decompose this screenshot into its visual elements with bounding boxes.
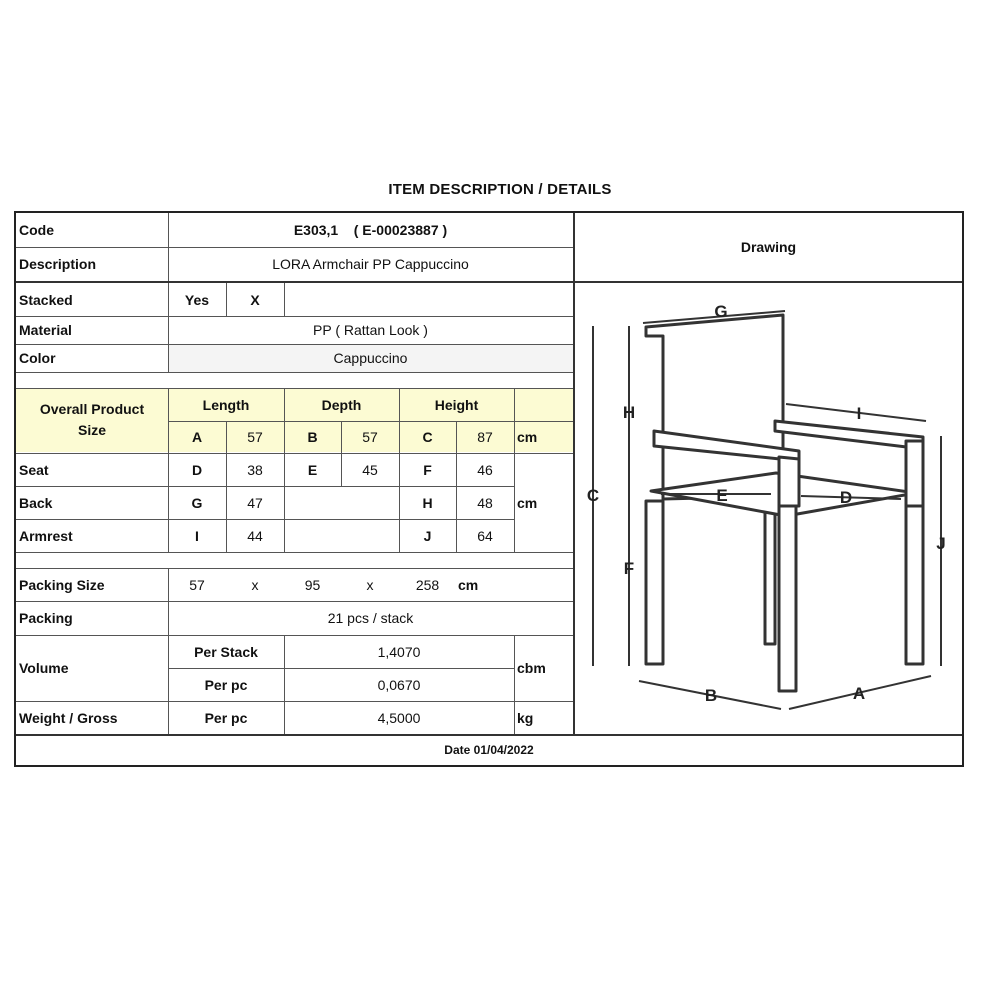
dim-i-value: 44 bbox=[247, 527, 263, 544]
packing-size-width: 95 bbox=[304, 576, 321, 593]
letter-j: J bbox=[936, 534, 946, 553]
dim-e-value: 45 bbox=[362, 462, 378, 478]
volume-per-pc-label: Per pc bbox=[204, 676, 248, 693]
description-value: LORA Armchair PP Cappuccino bbox=[272, 256, 469, 272]
divider bbox=[16, 701, 573, 702]
front-right-leg bbox=[906, 506, 923, 664]
length-header: Length bbox=[168, 388, 284, 421]
header-blank bbox=[514, 388, 573, 421]
divider bbox=[16, 388, 573, 389]
divider bbox=[16, 601, 573, 602]
code-value: E303,1 ( E-00023887 ) bbox=[293, 222, 448, 238]
divider bbox=[168, 421, 573, 422]
weight-label: Weight / Gross bbox=[19, 709, 118, 726]
divider bbox=[399, 388, 400, 552]
packing-value: 21 pcs / stack bbox=[327, 610, 414, 626]
letter-d: D bbox=[839, 488, 853, 507]
chair-dimension-drawing bbox=[571, 281, 962, 732]
dim-e-label: E bbox=[307, 462, 318, 478]
front-left-leg bbox=[779, 506, 796, 691]
overall-size-label-line1: Overall Product bbox=[39, 401, 145, 417]
letter-c: C bbox=[586, 486, 600, 505]
divider bbox=[16, 552, 573, 553]
dim-b-label: B bbox=[284, 421, 341, 452]
divider bbox=[16, 372, 573, 373]
divider bbox=[341, 421, 342, 486]
dim-h-value: 48 bbox=[477, 494, 493, 511]
letter-i: I bbox=[856, 404, 862, 423]
dim-a-label: A bbox=[168, 421, 226, 452]
packing-size-unit: cm bbox=[458, 576, 479, 593]
dim-h-label: H bbox=[422, 494, 433, 511]
date-footer: Date 01/04/2022 bbox=[444, 742, 534, 757]
divider bbox=[168, 388, 169, 552]
divider bbox=[16, 344, 573, 345]
packing-size-label: Packing Size bbox=[19, 576, 105, 593]
packing-size-height: 258 bbox=[415, 576, 440, 593]
dim-c-value: 87 bbox=[456, 421, 514, 452]
packing-size-length: 57 bbox=[189, 576, 205, 593]
dim-d-label: D bbox=[191, 462, 203, 478]
back-left-leg bbox=[646, 501, 663, 664]
material-label: Material bbox=[19, 322, 72, 338]
volume-per-stack-label: Per Stack bbox=[194, 643, 258, 660]
divider bbox=[16, 247, 573, 248]
divider bbox=[16, 316, 573, 317]
packing-label: Packing bbox=[19, 610, 73, 626]
height-header: Height bbox=[399, 388, 514, 421]
weight-unit: kg bbox=[517, 709, 534, 726]
divider bbox=[514, 635, 515, 734]
color-value: Cappuccino bbox=[168, 344, 573, 372]
armrest-label: Armrest bbox=[19, 527, 73, 544]
chair-backrest bbox=[646, 315, 783, 499]
overall-unit: cm bbox=[514, 421, 573, 452]
stacked-mark: X bbox=[250, 291, 260, 308]
divider bbox=[514, 388, 515, 552]
stacked-label: Stacked bbox=[19, 291, 73, 308]
weight-value: 4,5000 bbox=[377, 709, 421, 726]
packing-size-x1: x bbox=[251, 576, 259, 593]
overall-size-label bbox=[16, 388, 168, 452]
overall-size-label-line2: Size bbox=[77, 422, 106, 438]
weight-per-pc-label: Per pc bbox=[204, 709, 248, 726]
dim-f-label: F bbox=[423, 462, 432, 478]
volume-per-stack-value: 1,4070 bbox=[377, 643, 421, 660]
seat-back-armrest-unit: cm bbox=[517, 494, 538, 511]
letter-h: H bbox=[622, 403, 636, 422]
divider bbox=[284, 283, 285, 316]
code-label: Code bbox=[19, 222, 54, 238]
divider bbox=[456, 421, 457, 552]
volume-per-pc-value: 0,0670 bbox=[377, 676, 421, 693]
dim-d-value: 38 bbox=[247, 462, 263, 478]
letter-b: B bbox=[704, 686, 718, 705]
letter-g: G bbox=[714, 302, 728, 321]
dim-g-label: G bbox=[191, 494, 203, 511]
letter-e: E bbox=[716, 486, 728, 505]
divider bbox=[168, 568, 169, 734]
color-label: Color bbox=[16, 344, 168, 372]
volume-unit: cbm bbox=[517, 660, 546, 676]
dim-i-label: I bbox=[195, 527, 199, 544]
back-label: Back bbox=[19, 494, 53, 511]
divider bbox=[226, 283, 227, 316]
volume-label: Volume bbox=[19, 660, 69, 676]
dim-f-value: 46 bbox=[477, 462, 493, 478]
divider bbox=[16, 453, 573, 454]
dim-b-value: 57 bbox=[341, 421, 399, 452]
right-arm-support bbox=[906, 441, 923, 511]
divider bbox=[168, 668, 514, 669]
divider bbox=[16, 568, 573, 569]
dim-j-label: J bbox=[423, 527, 432, 544]
description-label: Description bbox=[19, 256, 97, 272]
divider bbox=[16, 734, 962, 736]
divider bbox=[226, 421, 227, 552]
dim-g-value: 47 bbox=[247, 494, 263, 511]
letter-a: A bbox=[852, 684, 866, 703]
seat-label: Seat bbox=[19, 462, 49, 478]
divider bbox=[168, 283, 169, 372]
page-title: ITEM DESCRIPTION / DETAILS bbox=[388, 181, 612, 198]
right-armrest bbox=[775, 421, 923, 449]
divider bbox=[284, 388, 285, 552]
divider bbox=[168, 213, 169, 281]
divider bbox=[16, 635, 573, 636]
back-right-leg bbox=[765, 509, 775, 644]
divider bbox=[16, 519, 514, 520]
divider bbox=[16, 486, 514, 487]
divider bbox=[284, 635, 285, 734]
packing-size-x2: x bbox=[366, 576, 374, 593]
left-arm-support bbox=[779, 457, 799, 506]
dim-c-label: C bbox=[399, 421, 456, 452]
material-value: PP ( Rattan Look ) bbox=[313, 322, 428, 338]
letter-f: F bbox=[623, 559, 635, 578]
dim-a-value: 57 bbox=[226, 421, 284, 452]
stacked-yes-label: Yes bbox=[184, 291, 210, 308]
dim-j-value: 64 bbox=[477, 527, 493, 544]
depth-header: Depth bbox=[284, 388, 399, 421]
drawing-header: Drawing bbox=[740, 239, 797, 255]
